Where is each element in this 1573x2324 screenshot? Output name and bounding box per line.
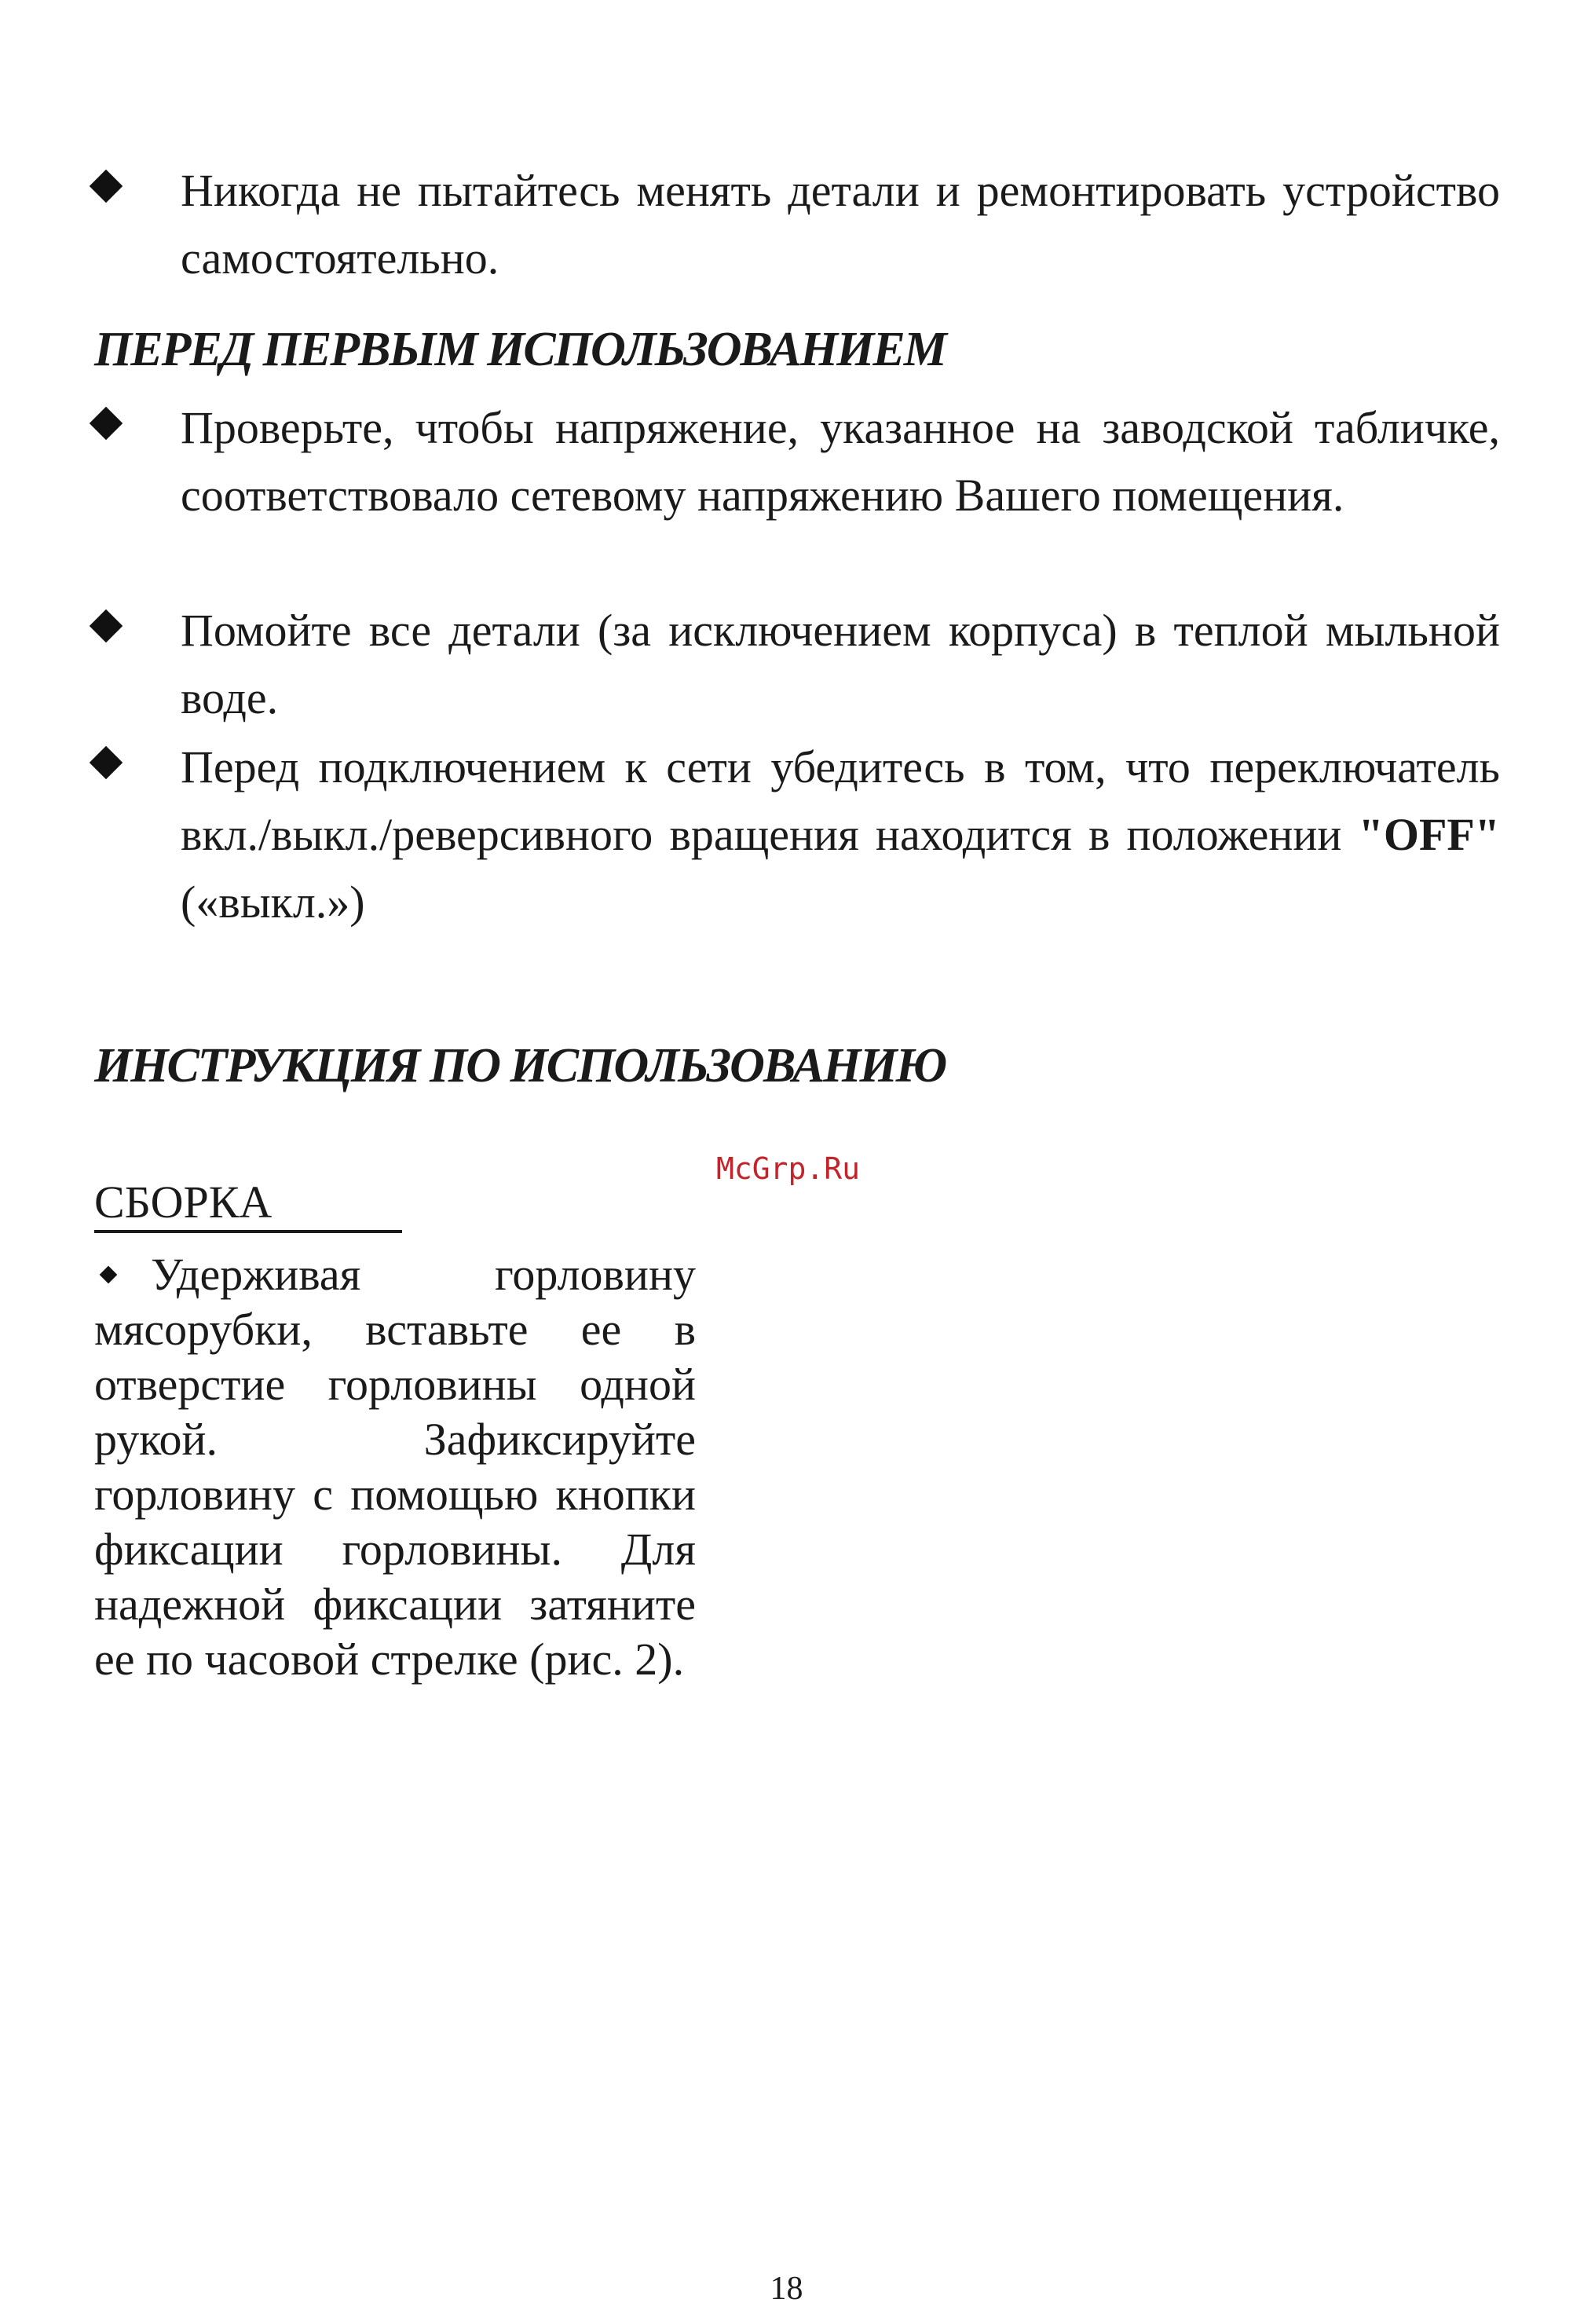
- bullet-text: Проверьте, чтобы напряжение, указанное на заводской табличке, соответствовало сетевому напряжению Вашего помещения.: [181, 402, 1500, 521]
- assembly-text: Удерживая горловину мясорубки, вставьте ее в отверстие горловины одной рукой. Зафиксируйте горловину с помощью кнопки фиксации горловины. Для надежной фиксации затяните ее по часовой стрелке (рис. 2).: [94, 1249, 696, 1685]
- section-heading-usage-instructions: ИНСТРУКЦИЯ ПО ИСПОЛЬЗОВАНИЮ: [94, 1039, 946, 1092]
- page-number: 18: [770, 2271, 803, 2307]
- bullet-item: [94, 394, 1500, 529]
- diamond-bullet-icon: [90, 170, 123, 203]
- bullet-item: [94, 597, 1500, 732]
- bullet-item: [94, 157, 1500, 292]
- bullet-text-part: («выкл.»): [181, 877, 365, 928]
- diamond-bullet-icon: [90, 407, 123, 440]
- off-label: "OFF": [1358, 809, 1500, 860]
- subheading-assembly: СБОРКА: [94, 1175, 402, 1233]
- section-heading-before-first-use: ПЕРЕД ПЕРВЫМ ИСПОЛЬЗОВАНИЕМ: [94, 323, 946, 376]
- bullet-text-part: Перед подключением к сети убедитесь в том, что переключатель вкл./выкл./реверсивного вращения находится в положении: [181, 741, 1500, 860]
- assembly-paragraph: [94, 1247, 696, 1687]
- diamond-bullet-icon: [90, 609, 123, 642]
- diamond-bullet-icon: [100, 1265, 118, 1283]
- watermark: McGrp.Ru: [716, 1151, 861, 1186]
- bullet-item: [94, 734, 1500, 936]
- bullet-text: [181, 734, 1500, 936]
- bullet-text: Никогда не пытайтесь менять детали и ремонтировать устройство самостоятельно.: [181, 165, 1500, 284]
- bullet-text: Помойте все детали (за исключением корпуса) в теплой мыльной воде.: [181, 605, 1500, 723]
- diamond-bullet-icon: [90, 746, 123, 779]
